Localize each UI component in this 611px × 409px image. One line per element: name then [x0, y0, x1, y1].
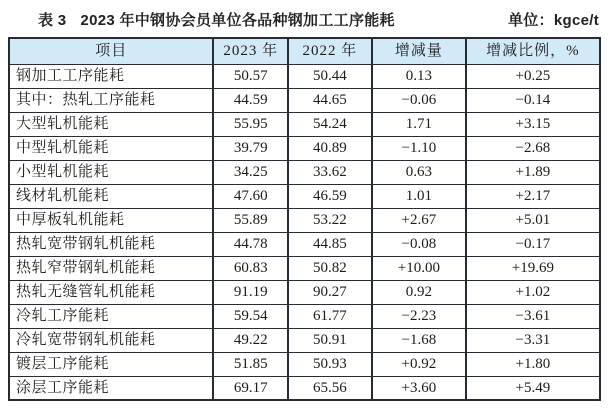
item-cell: 钢加工工序能耗 — [9, 64, 213, 88]
value-change-pct: +5.01 — [466, 208, 600, 232]
value-2023: 50.57 — [213, 64, 287, 88]
item-cell: 冷轧工序能耗 — [9, 304, 213, 328]
value-2022: 50.82 — [288, 256, 372, 280]
table-row — [9, 160, 600, 184]
value-change-pct: −3.61 — [466, 304, 600, 328]
value-2022: 46.59 — [288, 184, 372, 208]
value-change-pct: +1.89 — [466, 160, 600, 184]
table-row — [9, 112, 600, 136]
table-row — [9, 352, 600, 376]
value-2023: 69.17 — [213, 376, 287, 400]
value-change-pct: −0.14 — [466, 88, 600, 112]
value-change-pct: −3.31 — [466, 328, 600, 352]
value-2022: 33.62 — [288, 160, 372, 184]
value-2023: 44.59 — [213, 88, 287, 112]
table-title — [38, 9, 395, 30]
table-header-row — [9, 38, 600, 64]
value-2023: 60.83 — [213, 256, 287, 280]
item-cell: 线材轧机能耗 — [9, 184, 213, 208]
value-2023: 34.25 — [213, 160, 287, 184]
value-change: −1.68 — [372, 328, 466, 352]
value-change: +3.60 — [372, 376, 466, 400]
table-unit-label: 单位：kgce/t — [507, 12, 599, 29]
value-2022: 61.77 — [288, 304, 372, 328]
value-2023: 91.19 — [213, 280, 287, 304]
table-caption — [0, 0, 611, 30]
value-2023: 51.85 — [213, 352, 287, 376]
value-2023: 59.54 — [213, 304, 287, 328]
item-cell: 其中：热轧工序能耗 — [9, 88, 213, 112]
item-cell: 冷轧宽带钢轧机能耗 — [9, 328, 213, 352]
value-change-pct: +19.69 — [466, 256, 600, 280]
value-change: −0.06 — [372, 88, 466, 112]
value-2022: 44.65 — [288, 88, 372, 112]
table-row — [9, 304, 600, 328]
item-cell: 涂层工序能耗 — [9, 376, 213, 400]
value-change: 1.71 — [372, 112, 466, 136]
header-2022: 2022 年 — [288, 38, 372, 64]
value-change: +10.00 — [372, 256, 466, 280]
value-change: −1.10 — [372, 136, 466, 160]
value-change: 0.13 — [372, 64, 466, 88]
value-2023: 39.79 — [213, 136, 287, 160]
value-change: 1.01 — [372, 184, 466, 208]
value-change: −2.23 — [372, 304, 466, 328]
item-cell: 大型轧机能耗 — [9, 112, 213, 136]
value-2022: 50.44 — [288, 64, 372, 88]
item-cell: 小型轧机能耗 — [9, 160, 213, 184]
table-row — [9, 136, 600, 160]
value-change-pct: +3.15 — [466, 112, 600, 136]
table-row — [9, 328, 600, 352]
item-cell: 中型轧机能耗 — [9, 136, 213, 160]
header-item: 项目 — [9, 38, 213, 64]
value-2023: 55.89 — [213, 208, 287, 232]
table-row — [9, 376, 600, 400]
value-change: −0.08 — [372, 232, 466, 256]
header-change: 增减量 — [372, 38, 466, 64]
table-row — [9, 256, 600, 280]
value-change-pct: +0.25 — [466, 64, 600, 88]
value-change-pct: +1.80 — [466, 352, 600, 376]
table-row — [9, 232, 600, 256]
value-change-pct: +1.02 — [466, 280, 600, 304]
value-2022: 50.91 — [288, 328, 372, 352]
value-change: 0.63 — [372, 160, 466, 184]
value-change-pct: −0.17 — [466, 232, 600, 256]
item-cell: 镀层工序能耗 — [9, 352, 213, 376]
item-cell: 热轧宽带钢轧机能耗 — [9, 232, 213, 256]
table-number-label: 表 3 — [38, 12, 67, 29]
value-2022: 90.27 — [288, 280, 372, 304]
table-row — [9, 64, 600, 88]
header-change-pct: 增减比例，% — [466, 38, 600, 64]
header-2023: 2023 年 — [213, 38, 287, 64]
value-2022: 65.56 — [288, 376, 372, 400]
item-cell: 热轧无缝管轧机能耗 — [9, 280, 213, 304]
value-2022: 50.93 — [288, 352, 372, 376]
value-change: +0.92 — [372, 352, 466, 376]
value-2022: 44.85 — [288, 232, 372, 256]
value-change: 0.92 — [372, 280, 466, 304]
value-2023: 44.78 — [213, 232, 287, 256]
table-row — [9, 88, 600, 112]
value-2023: 49.22 — [213, 328, 287, 352]
value-change: +2.67 — [372, 208, 466, 232]
table-title-text: 2023 年中钢协会员单位各品种钢加工工序能耗 — [80, 12, 395, 29]
table-row — [9, 208, 600, 232]
item-cell: 热轧窄带钢轧机能耗 — [9, 256, 213, 280]
value-2022: 53.22 — [288, 208, 372, 232]
value-2022: 40.89 — [288, 136, 372, 160]
item-cell: 中厚板轧机能耗 — [9, 208, 213, 232]
value-change-pct: +2.17 — [466, 184, 600, 208]
table-row — [9, 184, 600, 208]
value-2022: 54.24 — [288, 112, 372, 136]
energy-consumption-table — [8, 37, 601, 401]
value-2023: 55.95 — [213, 112, 287, 136]
value-2023: 47.60 — [213, 184, 287, 208]
table-row — [9, 280, 600, 304]
value-change-pct: −2.68 — [466, 136, 600, 160]
value-change-pct: +5.49 — [466, 376, 600, 400]
